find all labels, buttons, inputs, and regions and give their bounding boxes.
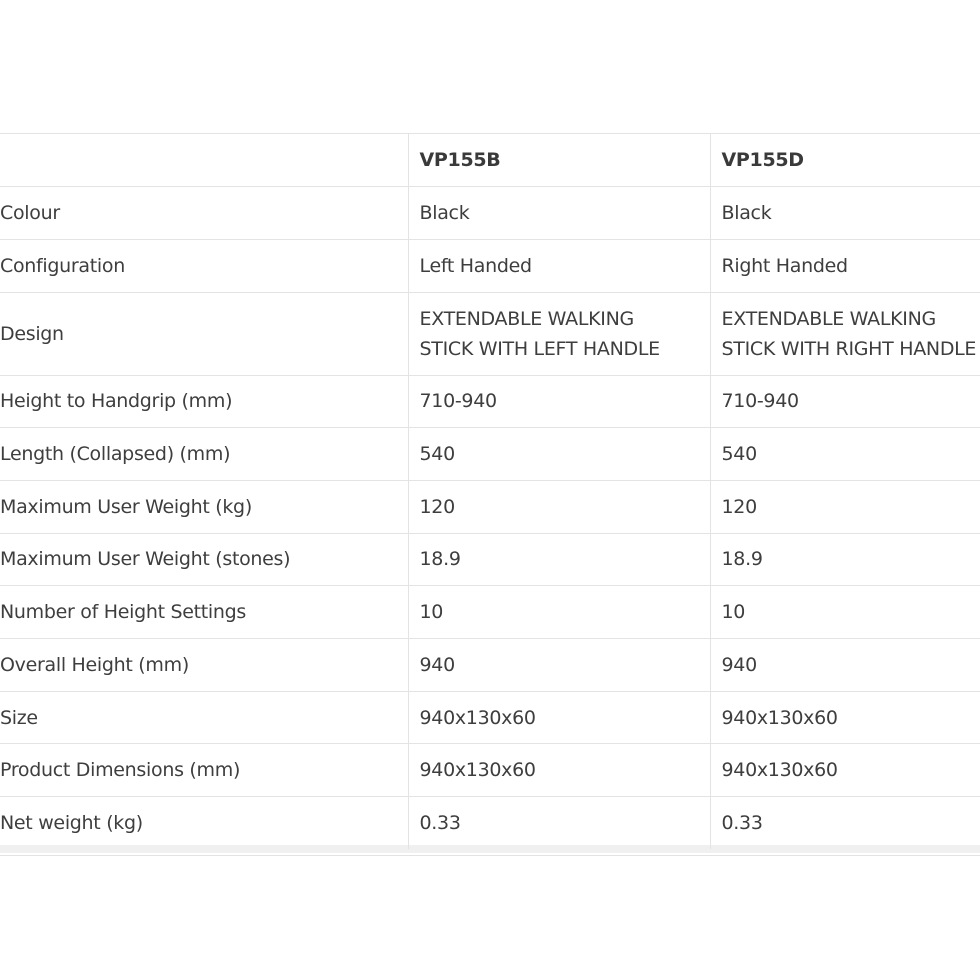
value-vp155b: 0.33 <box>408 797 710 850</box>
row-label: Net weight (kg) <box>0 812 143 835</box>
value-vp155d: 0.33 <box>710 797 980 850</box>
row-label: Configuration <box>0 239 408 292</box>
value-vp155b: Black <box>408 187 710 240</box>
value-vp155d: Black <box>710 187 980 240</box>
value-vp155d: 540 <box>710 428 980 481</box>
value-vp155b: 18.9 <box>408 533 710 586</box>
value-vp155d: 940x130x60 <box>710 744 980 797</box>
table-row <box>0 691 980 744</box>
table-row <box>0 292 980 375</box>
value-vp155d: 10 <box>710 586 980 639</box>
value-vp155b: 940x130x60 <box>408 744 710 797</box>
row-label: Size <box>0 691 408 744</box>
row-label: Design <box>0 292 408 375</box>
table-row <box>0 586 980 639</box>
value-line: EXTENDABLE WALKING <box>721 307 936 330</box>
header-product-vp155d: VP155D <box>710 134 980 187</box>
value-line: EXTENDABLE WALKING <box>419 307 634 330</box>
row-label: Product Dimensions (mm) <box>0 744 408 797</box>
value-vp155d: Right Handed <box>710 239 980 292</box>
value-vp155d <box>710 292 980 375</box>
table-row <box>0 797 980 850</box>
table-row <box>0 744 980 797</box>
value-line: STICK WITH RIGHT HANDLE <box>721 337 977 360</box>
table-row <box>0 375 980 428</box>
row-label: Number of Height Settings <box>0 586 408 639</box>
value-vp155d: 710-940 <box>710 375 980 428</box>
value-vp155b: 710-940 <box>408 375 710 428</box>
value-vp155b: 540 <box>408 428 710 481</box>
table-row <box>0 639 980 692</box>
table-header-row <box>0 134 980 187</box>
value-vp155b: 940 <box>408 639 710 692</box>
value-vp155d: 18.9 <box>710 533 980 586</box>
table-row <box>0 533 980 586</box>
row-label: Colour <box>0 187 408 240</box>
row-label: Overall Height (mm) <box>0 639 408 692</box>
value-vp155d: 940 <box>710 639 980 692</box>
value-vp155b: 10 <box>408 586 710 639</box>
value-vp155b <box>408 292 710 375</box>
value-line: STICK WITH LEFT HANDLE <box>419 337 660 360</box>
row-label: Height to Handgrip (mm) <box>0 375 408 428</box>
value-vp155d: 940x130x60 <box>710 691 980 744</box>
spec-comparison-table <box>0 134 980 849</box>
spec-table-container <box>0 133 980 856</box>
row-label: Maximum User Weight (stones) <box>0 533 408 586</box>
value-vp155b: 120 <box>408 480 710 533</box>
row-label: Maximum User Weight (kg) <box>0 480 408 533</box>
value-vp155b: Left Handed <box>408 239 710 292</box>
table-row <box>0 480 980 533</box>
value-vp155b: 940x130x60 <box>408 691 710 744</box>
header-label-cell <box>0 134 408 187</box>
table-row <box>0 187 980 240</box>
table-row <box>0 428 980 481</box>
header-product-vp155b: VP155B <box>408 134 710 187</box>
table-row <box>0 239 980 292</box>
value-vp155d: 120 <box>710 480 980 533</box>
row-label: Length (Collapsed) (mm) <box>0 428 408 481</box>
